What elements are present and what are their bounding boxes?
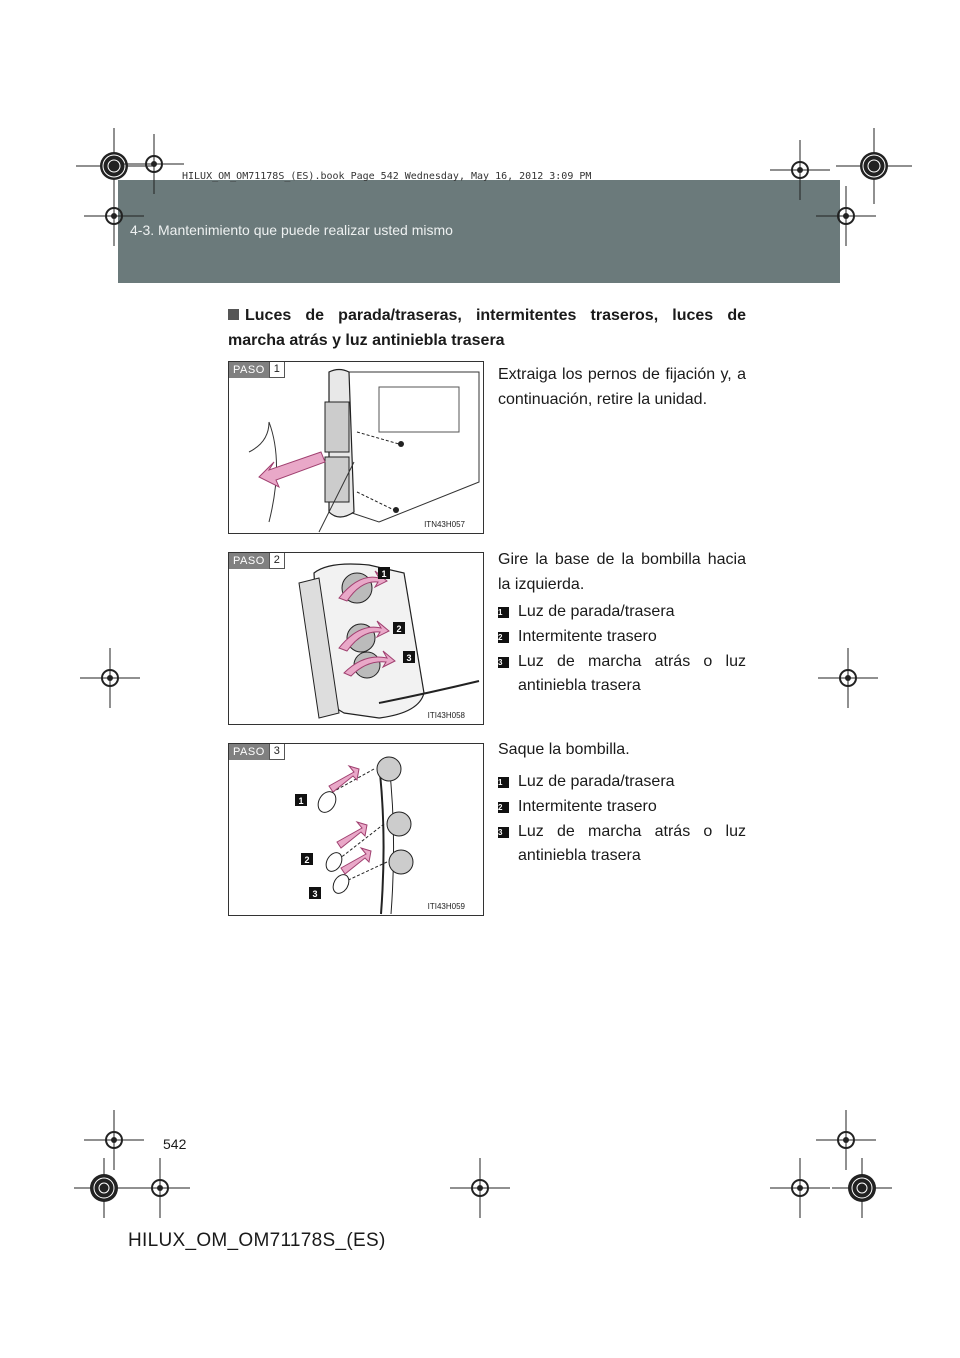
list-item-text: Luz de parada/trasera bbox=[518, 603, 675, 620]
figure-code: ITI43H058 bbox=[427, 711, 465, 720]
number-badge: 2 bbox=[498, 632, 509, 643]
registration-mark-icon bbox=[832, 1158, 892, 1218]
step-3-figure bbox=[228, 743, 484, 916]
heading-text: Luces de parada/traseras, intermitentes traseros, luces de marcha atrás y luz antiniebla trasera bbox=[228, 307, 746, 349]
list-item-text: Luz de marcha atrás o luz antiniebla trasera bbox=[518, 823, 746, 864]
crosshair-target-icon bbox=[770, 1158, 830, 1218]
step-label: PASO bbox=[229, 744, 269, 760]
step-label: PASO bbox=[229, 553, 269, 569]
step-number: 1 bbox=[269, 362, 285, 378]
section-title: 4-3. Mantenimiento que puede realizar usted mismo bbox=[130, 222, 453, 238]
registration-mark-icon bbox=[74, 1158, 134, 1218]
crosshair-target-icon bbox=[80, 648, 140, 708]
tail-lamp-removal-illustration bbox=[229, 362, 484, 534]
list-item bbox=[498, 795, 746, 819]
step-number: 3 bbox=[269, 744, 285, 760]
number-badge: 3 bbox=[498, 827, 509, 838]
number-badge: 3 bbox=[498, 657, 509, 668]
figure-code: ITI43H059 bbox=[427, 902, 465, 911]
svg-text:3: 3 bbox=[406, 653, 412, 663]
crosshair-target-icon bbox=[124, 134, 184, 194]
book-info-line: HILUX_OM_OM71178S_(ES).book Page 542 Wednesday, May 16, 2012 3:09 PM bbox=[182, 171, 592, 182]
svg-text:2: 2 bbox=[304, 855, 310, 865]
footer-doc-code: HILUX_OM_OM71178S_(ES) bbox=[128, 1230, 386, 1251]
number-badge: 1 bbox=[498, 777, 509, 788]
list-item-text: Intermitente trasero bbox=[518, 628, 657, 645]
step-3-text: Saque la bombilla. bbox=[498, 741, 630, 758]
crosshair-target-icon bbox=[84, 186, 144, 246]
step-1-badge bbox=[229, 362, 285, 378]
list-item bbox=[498, 650, 746, 698]
list-item bbox=[498, 820, 746, 868]
step-number: 2 bbox=[269, 553, 285, 569]
svg-text:3: 3 bbox=[312, 889, 318, 899]
step-2-legend-list bbox=[498, 600, 746, 699]
crosshair-target-icon bbox=[818, 648, 878, 708]
list-item bbox=[498, 600, 746, 624]
crosshair-target-icon bbox=[450, 1158, 510, 1218]
svg-text:1: 1 bbox=[381, 569, 387, 579]
step-label: PASO bbox=[229, 362, 269, 378]
step-1-text: Extraiga los pernos de fijación y, a continuación, retire la unidad. bbox=[498, 366, 746, 408]
step-1-figure bbox=[228, 361, 484, 534]
svg-text:2: 2 bbox=[396, 624, 402, 634]
section-heading bbox=[228, 303, 746, 353]
figure-code: ITN43H057 bbox=[424, 520, 465, 529]
crosshair-target-icon bbox=[816, 186, 876, 246]
crosshair-target-icon bbox=[130, 1158, 190, 1218]
svg-text:1: 1 bbox=[298, 796, 304, 806]
page-number: 542 bbox=[163, 1136, 187, 1152]
list-item-text: Luz de parada/trasera bbox=[518, 773, 675, 790]
bulb-removal-illustration bbox=[229, 744, 484, 916]
list-item bbox=[498, 625, 746, 649]
bulb-socket-rotation-illustration bbox=[229, 553, 484, 725]
square-bullet-icon bbox=[228, 309, 239, 320]
list-item bbox=[498, 770, 746, 794]
step-3-legend-list bbox=[498, 770, 746, 869]
list-item-text: Luz de marcha atrás o luz antiniebla trasera bbox=[518, 653, 746, 694]
step-2-text: Gire la base de la bombilla hacia la izquierda. bbox=[498, 551, 746, 593]
number-badge: 1 bbox=[498, 607, 509, 618]
step-2-figure bbox=[228, 552, 484, 725]
number-badge: 2 bbox=[498, 802, 509, 813]
step-2-badge bbox=[229, 553, 285, 569]
step-3-badge bbox=[229, 744, 285, 760]
list-item-text: Intermitente trasero bbox=[518, 798, 657, 815]
